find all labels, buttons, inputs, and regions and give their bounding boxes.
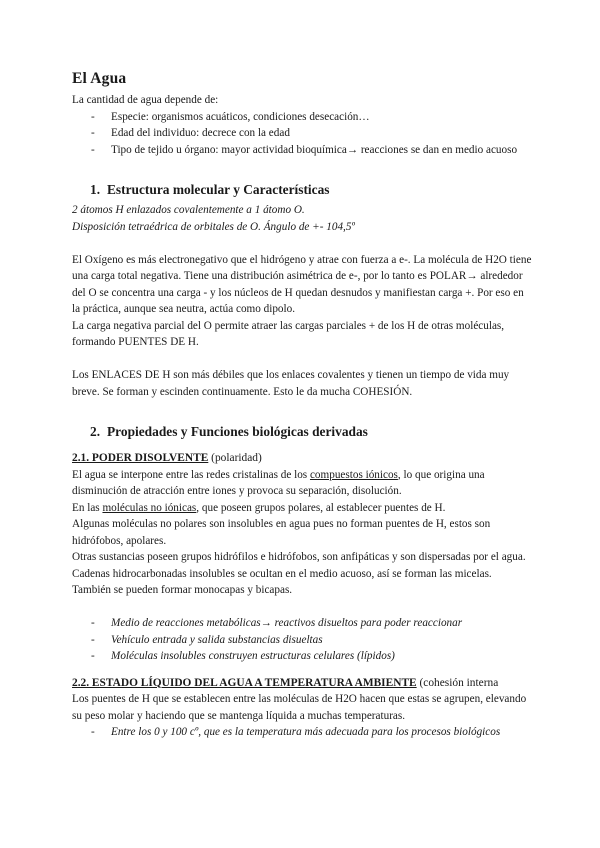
list-item: - Entre los 0 y 100 cº, que es la temperatura más adecuada para los procesos biológicos [72,724,532,741]
underlined-term: moléculas no iónicas [102,501,197,514]
section-2-heading [90,424,532,440]
function-list [72,615,532,665]
section-title: Estructura molecular y Características [107,182,330,197]
paragraph: Cadenas hidrocarbonadas insolubles se ocultan en el medio acuoso, así se forman las micelas. También se pueden formar monocapas y bicapas. [72,567,492,596]
intro-text: La cantidad de agua depende de: [72,94,219,106]
section-number: 1. [90,182,101,197]
paragraph: Los puentes de H que se establecen entre las moléculas de H2O hacen que estas se agrupen, elevando su peso molar y haciendo que se mantenga líquida a muchas temperaturas. [72,693,527,722]
intro-list [72,109,532,159]
temperature-list [72,724,532,741]
paragraph: La carga negativa parcial del O permite atraer las cargas parciales + de los H de otras moléculas, formando PUENTES DE H. [72,319,505,348]
subsection-2-1-heading [72,450,532,467]
list-item: - Edad del individuo: decrece con la edad [72,125,532,142]
paragraph: Algunas moléculas no polares son insolubles en agua pues no forman puentes de H, estos son hidrófobos, apolares. [72,518,491,547]
subsection-title: 2.1. PODER DISOLVENTE [72,452,209,464]
list-item: - Tipo de tejido u órgano: mayor actividad bioquímica→ reacciones se dan en medio acuoso [72,142,532,159]
list-item: - Especie: organismos acuáticos, condiciones desecación… [72,109,532,126]
list-item: - Medio de reacciones metabólicas→ reactivos disueltos para poder reaccionar [72,615,532,632]
underlined-term: compuestos iónicos [309,468,398,481]
text-run: , que poseen grupos polares, al establecer puentes de H. [196,501,446,514]
paragraph: Los ENLACES DE H son más débiles que los enlaces covalentes y tienen un tiempo de vida muy breve. Se forman y escinden continuamente. Esto le da mucha COHESIÓN. [72,369,510,398]
section-title: Propiedades y Funciones biológicas derivadas [107,424,368,439]
subsection-2-2-heading [72,675,532,692]
list-item: - Moléculas insolubles construyen estructuras celulares (lípidos) [72,648,532,665]
subsection-suffix: (polaridad) [208,452,262,464]
paragraph [72,467,532,500]
section-number: 2. [90,424,101,439]
subsection-title: 2.2. ESTADO LÍQUIDO DEL AGUA A TEMPERATURA AMBIENTE [72,676,417,689]
subsection-suffix: (cohesión interna [416,676,499,689]
paragraph: El Oxígeno es más electronegativo que el hidrógeno y atrae con fuerza a e-. La molécula de H2O tiene una carga total negativa. Tiene una distribución asimétrica de e-, por lo tanto es POLAR→ alrededor del O se concentra una carga - y los núcleos de H quedan desnudos y manifiestan carga +. Por eso en la práctica, aunque sea neutra, actúa como dipolo. [72,253,532,315]
section-1-heading [90,182,532,198]
text-run: , lo que origina una disminución de atracción entre iones y provoca su separación, disolución. [72,468,485,497]
text-run: El agua se interpone entre las redes cristalinas de los [72,468,310,481]
structure-line-1: 2 átomos H enlazados covalentemente a 1 átomo O. [72,204,305,216]
document-title: El Agua [72,70,127,87]
list-item: - Vehículo entrada y salida substancias disueltas [72,632,532,649]
text-run: En las [72,501,103,514]
structure-line-2: Disposición tetraédrica de orbitales de O. Ángulo de +- 104,5º [72,220,355,233]
document-page [72,70,532,741]
paragraph [72,500,532,517]
paragraph: Otras sustancias poseen grupos hidrófilos e hidrófobos, son anfipáticas y son dispersadas por el agua. [72,551,526,563]
